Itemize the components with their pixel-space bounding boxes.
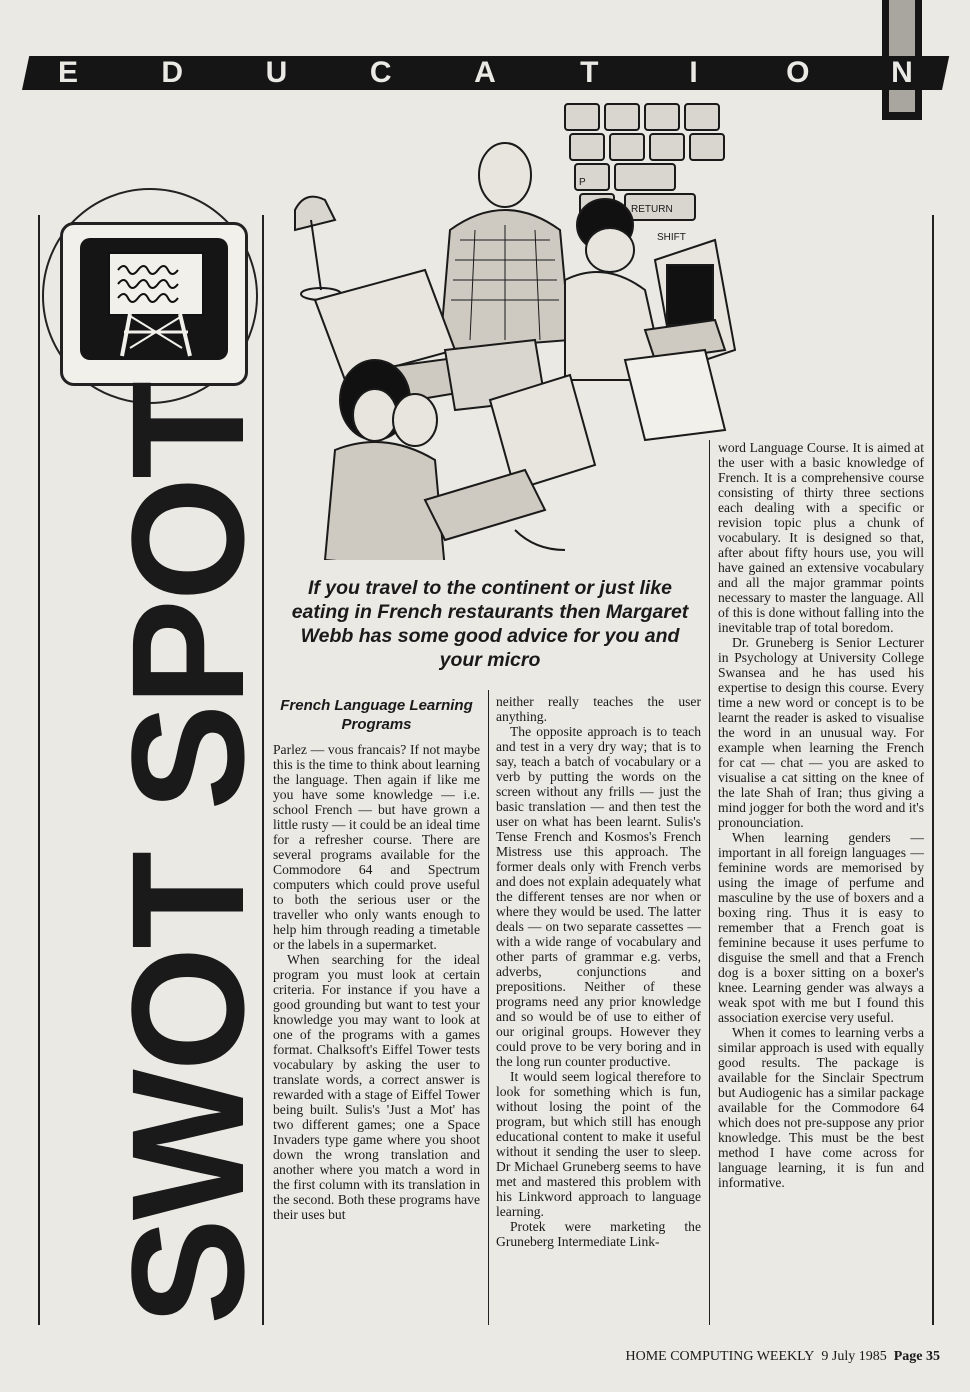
key-label: RETURN	[631, 204, 673, 215]
banner-letter: A	[474, 56, 496, 89]
article-column-3	[718, 440, 924, 1190]
column-rule-2	[709, 440, 710, 1325]
standfirst: If you travel to the continent or just like eating in French restaurants then Margaret Webb has some good advice for you and your micro	[291, 577, 689, 671]
section-banner-letters	[30, 56, 940, 90]
key-label: SHIFT	[657, 232, 686, 243]
article-paragraph: Parlez — vous francais? If not maybe this is the time to think about learning the language. Then again if like me you have some knowledge — i.e. school French — but have grown a little rusty — it could be an ideal time for a refresher course. There are several programs available for the Commodore 64 and Spectrum computers which could prove useful to both the serious user or the traveller who only wants enough to help him through reading a timetable or the labels in a supermarket.	[273, 742, 480, 952]
key-label: P	[579, 177, 586, 188]
page-footer	[626, 1349, 941, 1365]
banner-letter: N	[891, 56, 913, 89]
easel-scribble-icon	[108, 252, 204, 362]
article-column-1	[273, 696, 480, 1222]
computer-users-illustration	[275, 90, 740, 560]
article-paragraph: The opposite approach is to teach and test in a very dry way; that is to say, teach a batch of vocabulary or a verb by putting the words on the screen without any frills — just the basic translation — and then test the user on what has been learnt. Sulis's Tense French and Kosmos's French Mistress use this approach. The former deals only with French verbs and does not explain adequately what the different tenses are nor when or where they would be used. The latter deals — on two separate cassettes — with a wide range of vocabulary and other parts of grammar e.g. verbs, adverbs, conjunctions and prepositions. Neither of these programs need any prior knowledge and so would be of use to either of our original groups. However they could prove to be very boring and in the long run counter productive.	[496, 724, 701, 1069]
article-paragraph: When it comes to learning verbs a similar approach is used with equally good results. The package is available for the Sinclair Spectrum but Audiogenic has a similar package available for the Commodore 64 which does not pre-suppose any prior knowledge. This must be the best method I have come across for language learning, it is fun and informative.	[718, 1025, 924, 1190]
banner-letter: T	[580, 56, 599, 89]
footer-page-number: Page 35	[893, 1349, 940, 1364]
banner-letter: C	[369, 56, 392, 89]
banner-letter: I	[689, 56, 698, 89]
article-subheading: French Language Learning Programs	[280, 697, 473, 733]
sidebar-title: SWOT SPOT	[98, 383, 277, 1325]
footer-publication: HOME COMPUTING WEEKLY	[625, 1349, 815, 1364]
banner-letter: O	[786, 56, 810, 89]
article-paragraph: When searching for the ideal program you must look at certain criteria. For instance if you have a good grounding but want to test your knowledge you may want to look at one of the programs with a games format. Chalksoft's Eiffel Tower tests vocabulary by asking the user to translate words, a correct answer is rewarded with a stage of Eiffel Tower being built. Sulis's 'Just a Mot' has two different games; one a Space Invaders type game where you shoot down the wrong translation and another where you match a word in the first column with its translation in the second. Both these programs have their uses but	[273, 952, 480, 1222]
article-paragraph: neither really teaches the user anything.	[496, 694, 701, 724]
banner-letter: E	[57, 56, 78, 89]
article-paragraph: word Language Course. It is aimed at the user with a basic knowledge of French. It is a comprehensive course consisting of thirty three sections each dealing with a specific or revision topic plus a chunk of vocabulary. It is designed so that, after about fifty hours use, you will have gained an extensive vocabulary and all the major grammar points necessary to master the language. All of this is done without falling into the inevitable trap of total boredom.	[718, 440, 924, 635]
article-paragraph: Dr. Gruneberg is Senior Lecturer in Psychology at University College Swansea and he has used his expertise to design this course. Every time a new word or concept is to be learnt the reader is asked to visualise the word in an unusual way. For example when learning the French for cat — chat — you are asked to visualise a cat sitting on the knee of the late Shah of Iran; thus giving a mind jogger for both the word and it's pronounciation.	[718, 635, 924, 830]
banner-letter: U	[265, 56, 288, 89]
article-paragraph: Protek were marketing the Gruneberg Intermediate Link-	[496, 1219, 701, 1249]
left-margin-rule	[38, 215, 40, 1325]
article-column-2	[496, 694, 701, 1249]
footer-date: 9 July 1985	[821, 1349, 887, 1364]
right-margin-rule	[932, 215, 934, 1325]
article-paragraph: When learning genders — important in all foreign languages — feminine words are memorised by using the image of perfume and masculine by the use of boxers and a boxing ring. Thus it is easy to remember that a French goat is feminine because it uses perfume to disguise the smell and that a French dog is a boxer sitting on a boxer's knee. Learning gender was always a weak spot with me but I found this association exercise very useful.	[718, 830, 924, 1025]
column-rule-1	[488, 690, 489, 1325]
banner-letter: D	[161, 56, 184, 89]
article-paragraph: It would seem logical therefore to look for something which is fun, without losing the point of the program, but which still has enough educational content to make it useful without it sending the user to sleep. Dr Michael Gruneberg seems to have met and mastered this problem with his Linkword approach to language learning.	[496, 1069, 701, 1219]
